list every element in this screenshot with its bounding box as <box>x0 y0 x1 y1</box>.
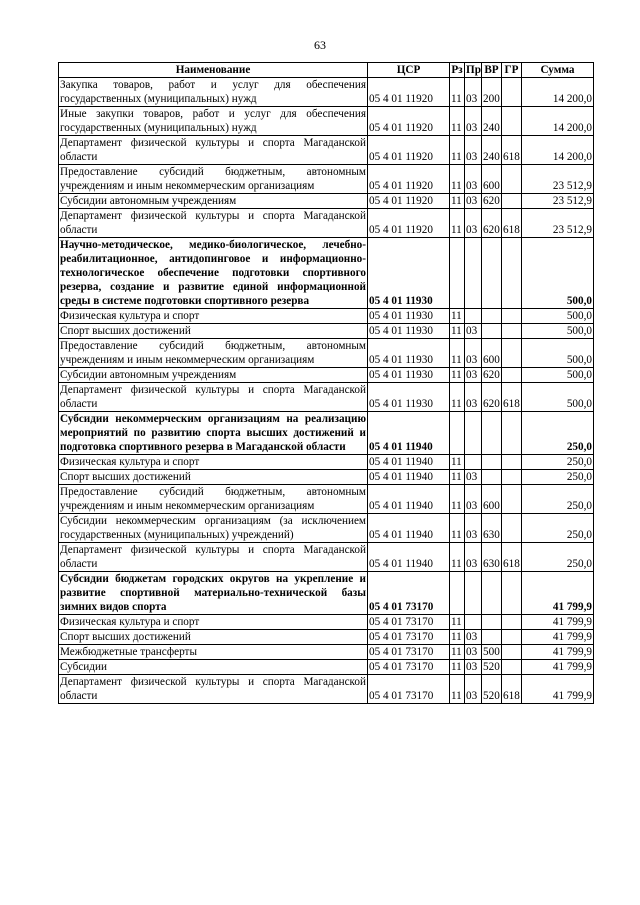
cell-rz: 11 <box>450 630 465 645</box>
cell-sum: 500,0 <box>522 324 594 339</box>
cell-gr <box>502 194 522 209</box>
cell-rz: 11 <box>450 309 465 324</box>
cell-csr: 05 4 01 11920 <box>368 136 450 165</box>
cell-vr: 520 <box>483 661 500 673</box>
cell-pr: 03 <box>465 514 482 543</box>
cell-gr <box>502 485 522 514</box>
cell-gr <box>502 309 522 324</box>
table-row <box>59 238 594 309</box>
cell-vr <box>482 470 502 485</box>
cell-pr: 03 <box>465 324 482 339</box>
cell-pr <box>465 238 482 309</box>
cell-rz: 11 <box>450 543 465 572</box>
cell-gr <box>502 660 522 675</box>
table-row <box>59 485 594 514</box>
cell-vr <box>482 309 502 324</box>
cell-pr <box>465 572 482 615</box>
cell-name: Субсидии <box>59 660 368 675</box>
cell-rz: 11 <box>450 470 465 485</box>
cell-pr: 03 <box>465 675 482 704</box>
cell-sum: 14 200,0 <box>522 107 594 136</box>
cell-sum: 41 799,9 <box>522 630 594 645</box>
table-row <box>59 514 594 543</box>
cell-gr <box>502 455 522 470</box>
table-row <box>59 675 594 704</box>
cell-pr: 03 <box>465 339 482 368</box>
cell-gr <box>502 238 522 309</box>
table-row <box>59 368 594 383</box>
cell-pr: 03 <box>465 78 482 107</box>
cell-sum: 500,0 <box>522 368 594 383</box>
table-row <box>59 615 594 630</box>
cell-pr: 03 <box>465 660 482 675</box>
cell-pr <box>465 455 482 470</box>
cell-gr <box>502 78 522 107</box>
cell-pr: 03 <box>465 209 482 238</box>
table-row <box>59 470 594 485</box>
cell-csr: 05 4 01 11940 <box>368 412 450 455</box>
table-row <box>59 383 594 412</box>
cell-vr: 620 <box>482 383 502 412</box>
cell-pr: 03 <box>465 194 482 209</box>
cell-rz <box>450 572 465 615</box>
table-row <box>59 660 594 675</box>
cell-csr: 05 4 01 11920 <box>368 209 450 238</box>
cell-name: Субсидии некоммерческим организациям (за исключением государственных (муниципальных) учреждений) <box>60 515 366 541</box>
cell-rz: 11 <box>450 455 465 470</box>
table-row <box>59 572 594 615</box>
cell-pr: 03 <box>465 107 482 136</box>
cell-vr <box>482 630 502 645</box>
cell-vr <box>482 572 502 615</box>
cell-vr: 600 <box>482 165 502 194</box>
cell-sum: 500,0 <box>522 339 594 368</box>
cell-rz <box>450 238 465 309</box>
table-row <box>59 107 594 136</box>
cell-sum: 23 512,9 <box>522 165 594 194</box>
cell-name: Физическая культура и спорт <box>59 309 368 324</box>
cell-sum: 41 799,9 <box>522 645 594 660</box>
cell-vr: 240 <box>482 107 502 136</box>
cell-gr <box>502 514 522 543</box>
cell-csr: 05 4 01 11930 <box>368 339 450 368</box>
table-row <box>59 412 594 455</box>
cell-gr <box>502 572 522 615</box>
budget-table <box>58 62 594 704</box>
table-row <box>59 630 594 645</box>
cell-vr: 520 <box>482 675 502 704</box>
cell-gr <box>502 339 522 368</box>
cell-rz: 11 <box>450 660 465 675</box>
cell-sum: 250,0 <box>522 412 594 455</box>
table-row <box>59 78 594 107</box>
table-row <box>59 194 594 209</box>
cell-rz: 11 <box>450 615 465 630</box>
cell-name: Межбюджетные трансферты <box>59 645 368 660</box>
table-row <box>59 209 594 238</box>
cell-vr <box>482 615 502 630</box>
cell-vr <box>482 324 502 339</box>
cell-pr: 03 <box>465 368 482 383</box>
cell-pr <box>465 615 482 630</box>
cell-pr: 03 <box>465 136 482 165</box>
cell-pr: 03 <box>465 630 482 645</box>
table-row <box>59 339 594 368</box>
cell-name: Спорт высших достижений <box>59 470 368 485</box>
cell-csr: 05 4 01 11920 <box>368 165 450 194</box>
header-sum: Сумма <box>522 63 594 78</box>
cell-name: Предоставление субсидий бюджетным, автономным учреждениям и иным некоммерческим организациям <box>60 166 366 192</box>
cell-vr: 240 <box>482 136 502 165</box>
cell-sum: 250,0 <box>522 543 594 572</box>
cell-vr <box>482 455 502 470</box>
cell-sum: 250,0 <box>522 485 594 514</box>
cell-name: Спорт высших достижений <box>59 630 368 645</box>
cell-gr <box>502 412 522 455</box>
cell-sum: 14 200,0 <box>522 78 594 107</box>
cell-csr: 05 4 01 11930 <box>368 309 450 324</box>
table-row <box>59 324 594 339</box>
cell-sum: 14 200,0 <box>522 136 594 165</box>
cell-sum: 500,0 <box>522 383 594 412</box>
header-csr: ЦСР <box>368 63 450 78</box>
cell-csr: 05 4 01 73170 <box>368 645 450 660</box>
cell-sum: 41 799,9 <box>522 615 594 630</box>
cell-gr: 618 <box>502 209 522 238</box>
cell-csr: 05 4 01 11940 <box>368 514 450 543</box>
header-pr: Пр <box>466 64 481 76</box>
table-row <box>59 136 594 165</box>
cell-sum: 250,0 <box>522 514 594 543</box>
cell-rz: 11 <box>450 339 465 368</box>
cell-rz: 11 <box>450 485 465 514</box>
cell-vr: 620 <box>482 209 502 238</box>
table-row <box>59 455 594 470</box>
cell-pr <box>465 412 482 455</box>
cell-name: Спорт высших достижений <box>59 324 368 339</box>
cell-sum: 500,0 <box>522 238 594 309</box>
cell-name: Субсидии бюджетам городских округов на укрепление и развитие спортивной материально-технической базы зимних видов спорта <box>60 573 366 613</box>
cell-name: Субсидии автономным учреждениям <box>59 368 368 383</box>
cell-rz: 11 <box>450 209 465 238</box>
cell-vr: 630 <box>482 543 502 572</box>
cell-sum: 41 799,9 <box>522 572 594 615</box>
cell-rz: 11 <box>450 383 465 412</box>
cell-name: Физическая культура и спорт <box>59 615 368 630</box>
cell-rz <box>450 412 465 455</box>
cell-csr: 05 4 01 11930 <box>368 324 450 339</box>
cell-rz: 11 <box>450 324 465 339</box>
header-name: Наименование <box>59 63 368 78</box>
cell-csr: 05 4 01 11940 <box>368 470 450 485</box>
cell-name: Предоставление субсидий бюджетным, автономным учреждениям и иным некоммерческим организациям <box>60 486 366 512</box>
cell-name: Закупка товаров, работ и услуг для обеспечения государственных (муниципальных) нужд <box>60 79 366 105</box>
cell-csr: 05 4 01 11930 <box>368 368 450 383</box>
cell-name: Иные закупки товаров, работ и услуг для обеспечения государственных (муниципальных) нужд <box>60 108 366 134</box>
table-body <box>59 78 594 704</box>
cell-name: Субсидии некоммерческим организациям на реализацию мероприятий по развитию спорта высших достижений и подготовка спортивного резерва в Магаданской области <box>60 413 366 453</box>
cell-sum: 250,0 <box>522 470 594 485</box>
page-number: 63 <box>314 38 326 52</box>
cell-name: Департамент физической культуры и спорта Магаданской области <box>60 544 366 570</box>
cell-csr: 05 4 01 11940 <box>368 455 450 470</box>
cell-gr <box>502 165 522 194</box>
cell-gr <box>502 368 522 383</box>
cell-sum: 23 512,9 <box>522 194 594 209</box>
cell-rz: 11 <box>450 165 465 194</box>
cell-vr <box>482 238 502 309</box>
cell-rz: 11 <box>450 368 465 383</box>
cell-csr: 05 4 01 73170 <box>368 630 450 645</box>
cell-name: Департамент физической культуры и спорта Магаданской области <box>60 210 366 236</box>
cell-vr: 630 <box>482 514 502 543</box>
cell-csr: 05 4 01 73170 <box>368 615 450 630</box>
header-rz: Рз <box>451 64 463 76</box>
cell-sum: 500,0 <box>522 309 594 324</box>
cell-vr: 600 <box>482 339 502 368</box>
cell-csr: 05 4 01 73170 <box>368 572 450 615</box>
cell-csr: 05 4 01 73170 <box>368 660 450 675</box>
table-row <box>59 309 594 324</box>
cell-csr: 05 4 01 11930 <box>368 238 450 309</box>
cell-csr: 05 4 01 11920 <box>368 107 450 136</box>
cell-csr: 05 4 01 11920 <box>368 78 450 107</box>
cell-rz: 11 <box>450 107 465 136</box>
table-header-row <box>59 63 594 78</box>
cell-csr: 05 4 01 11930 <box>368 383 450 412</box>
header-gr: ГР <box>502 63 522 78</box>
cell-rz: 11 <box>450 136 465 165</box>
cell-sum: 250,0 <box>522 455 594 470</box>
table-row <box>59 543 594 572</box>
cell-gr: 618 <box>502 136 522 165</box>
cell-name: Субсидии автономным учреждениям <box>59 194 368 209</box>
cell-vr: 500 <box>483 646 500 658</box>
cell-pr: 03 <box>465 645 482 660</box>
cell-gr <box>502 470 522 485</box>
cell-sum: 41 799,9 <box>522 660 594 675</box>
cell-sum: 41 799,9 <box>522 675 594 704</box>
cell-gr <box>502 645 522 660</box>
cell-gr <box>502 615 522 630</box>
cell-rz: 11 <box>450 675 465 704</box>
cell-vr: 620 <box>483 195 500 207</box>
cell-name: Предоставление субсидий бюджетным, автономным учреждениям и иным некоммерческим организациям <box>60 340 366 366</box>
cell-sum: 23 512,9 <box>522 209 594 238</box>
cell-csr: 05 4 01 73170 <box>368 675 450 704</box>
header-vr: ВР <box>482 63 502 78</box>
cell-name: Физическая культура и спорт <box>59 455 368 470</box>
cell-gr <box>502 630 522 645</box>
cell-rz: 11 <box>450 645 465 660</box>
cell-vr: 600 <box>482 485 502 514</box>
cell-gr <box>502 107 522 136</box>
cell-pr: 03 <box>465 383 482 412</box>
cell-pr: 03 <box>465 470 482 485</box>
cell-csr: 05 4 01 11940 <box>368 543 450 572</box>
cell-gr: 618 <box>502 383 522 412</box>
cell-csr: 05 4 01 11920 <box>368 194 450 209</box>
cell-pr: 03 <box>465 485 482 514</box>
cell-pr <box>465 309 482 324</box>
cell-gr: 618 <box>502 543 522 572</box>
cell-name: Департамент физической культуры и спорта Магаданской области <box>60 384 366 410</box>
cell-rz: 11 <box>450 514 465 543</box>
cell-vr <box>482 412 502 455</box>
cell-name: Научно-методическое, медико-биологическое, лечебно-реабилитационное, антидопинговое и информационно-технологическое обеспечение подготовки спортивного резерва, создание и развитие единой информационной среды в системе подготовки спортивного резерва <box>60 239 366 307</box>
cell-gr <box>502 324 522 339</box>
cell-rz: 11 <box>450 194 465 209</box>
cell-vr: 620 <box>483 369 500 381</box>
cell-pr: 03 <box>465 543 482 572</box>
cell-name: Департамент физической культуры и спорта Магаданской области <box>60 137 366 163</box>
cell-rz: 11 <box>450 78 465 107</box>
cell-vr: 200 <box>482 78 502 107</box>
cell-csr: 05 4 01 11940 <box>368 485 450 514</box>
cell-gr: 618 <box>502 675 522 704</box>
cell-pr: 03 <box>465 165 482 194</box>
table-row <box>59 645 594 660</box>
cell-name: Департамент физической культуры и спорта Магаданской области <box>60 676 366 702</box>
table-row <box>59 165 594 194</box>
